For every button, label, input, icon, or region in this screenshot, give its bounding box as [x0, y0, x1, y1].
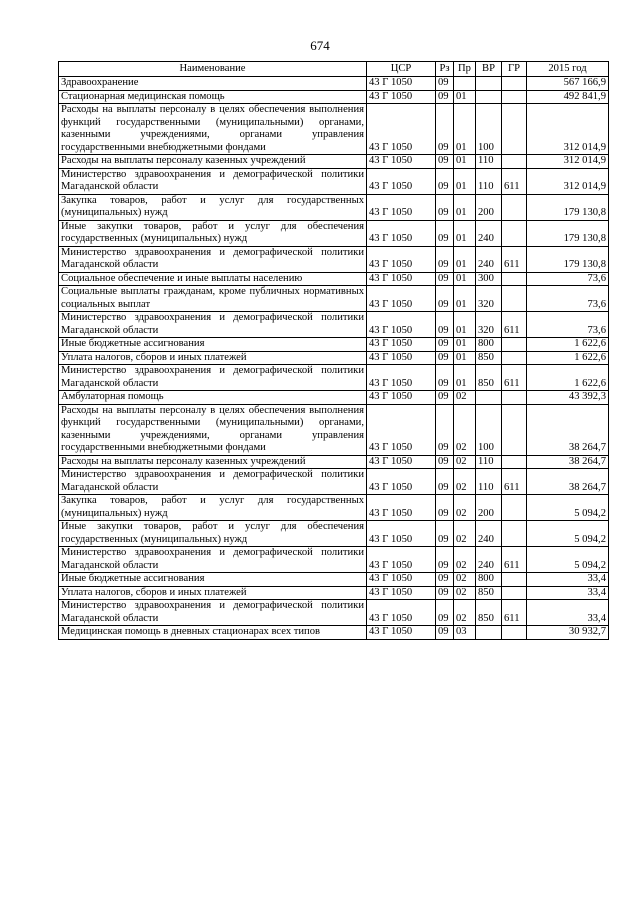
- cell-vr: 110: [476, 469, 502, 495]
- cell-csr: 43 Г 1050: [367, 521, 436, 547]
- cell-name: Закупка товаров, работ и услуг для государственных (муниципальных) нужд: [59, 194, 367, 220]
- table-row: [59, 168, 609, 194]
- cell-name: Министерство здравоохранения и демографической политики Магаданской области: [59, 469, 367, 495]
- cell-vr: 850: [476, 351, 502, 365]
- cell-name: Социальные выплаты гражданам, кроме публичных нормативных социальных выплат: [59, 286, 367, 312]
- cell-vr: 240: [476, 246, 502, 272]
- cell-pr: 01: [454, 104, 476, 155]
- cell-vr: 800: [476, 573, 502, 587]
- cell-pr: 01: [454, 220, 476, 246]
- cell-pr: 02: [454, 455, 476, 469]
- table-row: [59, 338, 609, 352]
- cell-csr: 43 Г 1050: [367, 168, 436, 194]
- cell-amount: 73,6: [527, 272, 609, 286]
- cell-pr: 01: [454, 365, 476, 391]
- table-row: [59, 365, 609, 391]
- cell-vr: [476, 391, 502, 405]
- table-row: [59, 521, 609, 547]
- cell-rz: 09: [436, 77, 454, 91]
- cell-gr: [502, 194, 527, 220]
- cell-vr: [476, 626, 502, 640]
- cell-amount: 1 622,6: [527, 338, 609, 352]
- cell-pr: 01: [454, 286, 476, 312]
- cell-gr: 611: [502, 547, 527, 573]
- cell-name: Медицинская помощь в дневных стационарах всех типов: [59, 626, 367, 640]
- cell-csr: 43 Г 1050: [367, 365, 436, 391]
- cell-gr: [502, 351, 527, 365]
- cell-pr: 02: [454, 404, 476, 455]
- cell-name: Министерство здравоохранения и демографической политики Магаданской области: [59, 365, 367, 391]
- table-row: [59, 351, 609, 365]
- cell-csr: 43 Г 1050: [367, 391, 436, 405]
- cell-vr: 100: [476, 104, 502, 155]
- cell-vr: 100: [476, 404, 502, 455]
- page-number: 674: [310, 38, 330, 53]
- cell-rz: 09: [436, 455, 454, 469]
- cell-vr: 240: [476, 521, 502, 547]
- header-rz: Рз: [436, 62, 454, 77]
- cell-csr: 43 Г 1050: [367, 286, 436, 312]
- cell-csr: 43 Г 1050: [367, 495, 436, 521]
- cell-pr: 01: [454, 194, 476, 220]
- cell-pr: 01: [454, 246, 476, 272]
- cell-gr: [502, 586, 527, 600]
- cell-gr: [502, 272, 527, 286]
- budget-table: [58, 61, 609, 640]
- cell-rz: 09: [436, 404, 454, 455]
- cell-name: Здравоохранение: [59, 77, 367, 91]
- cell-csr: 43 Г 1050: [367, 90, 436, 104]
- table-row: [59, 626, 609, 640]
- cell-rz: 09: [436, 626, 454, 640]
- cell-csr: 43 Г 1050: [367, 338, 436, 352]
- cell-gr: [502, 521, 527, 547]
- cell-vr: 200: [476, 194, 502, 220]
- cell-gr: [502, 455, 527, 469]
- table-row: [59, 220, 609, 246]
- cell-gr: 611: [502, 469, 527, 495]
- cell-rz: 09: [436, 220, 454, 246]
- table-row: [59, 155, 609, 169]
- cell-gr: 611: [502, 365, 527, 391]
- cell-amount: 492 841,9: [527, 90, 609, 104]
- table-row: [59, 573, 609, 587]
- header-name: Наименование: [59, 62, 367, 77]
- cell-name: Социальное обеспечение и иные выплаты населению: [59, 272, 367, 286]
- header-vr: ВР: [476, 62, 502, 77]
- cell-pr: 02: [454, 547, 476, 573]
- cell-vr: 110: [476, 168, 502, 194]
- header-csr: ЦСР: [367, 62, 436, 77]
- cell-vr: 110: [476, 155, 502, 169]
- cell-rz: 09: [436, 312, 454, 338]
- cell-csr: 43 Г 1050: [367, 600, 436, 626]
- cell-csr: 43 Г 1050: [367, 155, 436, 169]
- cell-amount: 312 014,9: [527, 168, 609, 194]
- cell-amount: 1 622,6: [527, 365, 609, 391]
- cell-gr: 611: [502, 600, 527, 626]
- cell-vr: 240: [476, 547, 502, 573]
- cell-amount: 73,6: [527, 312, 609, 338]
- cell-amount: 38 264,7: [527, 404, 609, 455]
- cell-pr: 01: [454, 351, 476, 365]
- cell-gr: [502, 90, 527, 104]
- cell-csr: 43 Г 1050: [367, 220, 436, 246]
- cell-amount: 38 264,7: [527, 469, 609, 495]
- cell-name: Расходы на выплаты персоналу казенных учреждений: [59, 155, 367, 169]
- cell-pr: 02: [454, 469, 476, 495]
- cell-vr: 300: [476, 272, 502, 286]
- table-row: [59, 391, 609, 405]
- cell-rz: 09: [436, 90, 454, 104]
- cell-rz: 09: [436, 351, 454, 365]
- cell-gr: 611: [502, 312, 527, 338]
- cell-gr: [502, 220, 527, 246]
- cell-pr: 01: [454, 155, 476, 169]
- cell-vr: [476, 90, 502, 104]
- table-header: [59, 62, 609, 77]
- cell-rz: 09: [436, 272, 454, 286]
- cell-gr: [502, 286, 527, 312]
- cell-vr: [476, 77, 502, 91]
- cell-vr: 320: [476, 286, 502, 312]
- cell-vr: 200: [476, 495, 502, 521]
- cell-gr: [502, 104, 527, 155]
- table-row: [59, 312, 609, 338]
- cell-name: Расходы на выплаты персоналу казенных учреждений: [59, 455, 367, 469]
- cell-rz: 09: [436, 521, 454, 547]
- cell-csr: 43 Г 1050: [367, 77, 436, 91]
- cell-rz: 09: [436, 469, 454, 495]
- cell-pr: 01: [454, 168, 476, 194]
- cell-pr: [454, 77, 476, 91]
- cell-name: Министерство здравоохранения и демографической политики Магаданской области: [59, 312, 367, 338]
- cell-rz: 09: [436, 495, 454, 521]
- cell-gr: 611: [502, 246, 527, 272]
- cell-rz: 09: [436, 547, 454, 573]
- cell-vr: 850: [476, 365, 502, 391]
- cell-pr: 02: [454, 586, 476, 600]
- table-row: [59, 272, 609, 286]
- cell-name: Министерство здравоохранения и демографической политики Магаданской области: [59, 600, 367, 626]
- cell-name: Министерство здравоохранения и демографической политики Магаданской области: [59, 246, 367, 272]
- cell-pr: 03: [454, 626, 476, 640]
- cell-csr: 43 Г 1050: [367, 455, 436, 469]
- table-row: [59, 77, 609, 91]
- cell-rz: 09: [436, 391, 454, 405]
- cell-pr: 02: [454, 495, 476, 521]
- table-row: [59, 455, 609, 469]
- cell-csr: 43 Г 1050: [367, 194, 436, 220]
- cell-csr: 43 Г 1050: [367, 246, 436, 272]
- header-pr: Пр: [454, 62, 476, 77]
- cell-name: Иные бюджетные ассигнования: [59, 573, 367, 587]
- cell-rz: 09: [436, 194, 454, 220]
- cell-csr: 43 Г 1050: [367, 469, 436, 495]
- table-row: [59, 104, 609, 155]
- cell-csr: 43 Г 1050: [367, 104, 436, 155]
- cell-name: Министерство здравоохранения и демографической политики Магаданской области: [59, 168, 367, 194]
- cell-amount: 38 264,7: [527, 455, 609, 469]
- table-row: [59, 404, 609, 455]
- cell-rz: 09: [436, 573, 454, 587]
- cell-name: Закупка товаров, работ и услуг для государственных (муниципальных) нужд: [59, 495, 367, 521]
- cell-amount: 73,6: [527, 286, 609, 312]
- cell-gr: [502, 155, 527, 169]
- cell-gr: [502, 495, 527, 521]
- cell-name: Расходы на выплаты персоналу в целях обеспечения выполнения функций государственными (муниципальными) органами, казенными учреждениями, органами управления государственными внебюджетными фондами: [59, 404, 367, 455]
- cell-gr: [502, 338, 527, 352]
- cell-vr: 320: [476, 312, 502, 338]
- cell-vr: 240: [476, 220, 502, 246]
- cell-name: Министерство здравоохранения и демографической политики Магаданской области: [59, 547, 367, 573]
- cell-pr: 02: [454, 600, 476, 626]
- cell-pr: 01: [454, 312, 476, 338]
- cell-csr: 43 Г 1050: [367, 312, 436, 338]
- cell-amount: 179 130,8: [527, 246, 609, 272]
- cell-gr: 611: [502, 168, 527, 194]
- cell-name: Уплата налогов, сборов и иных платежей: [59, 351, 367, 365]
- table-row: [59, 286, 609, 312]
- cell-vr: 110: [476, 455, 502, 469]
- table-row: [59, 246, 609, 272]
- cell-amount: 5 094,2: [527, 547, 609, 573]
- cell-csr: 43 Г 1050: [367, 586, 436, 600]
- cell-vr: 850: [476, 600, 502, 626]
- cell-name: Иные бюджетные ассигнования: [59, 338, 367, 352]
- cell-name: Расходы на выплаты персоналу в целях обеспечения выполнения функций государственными (муниципальными) органами, казенными учреждениями, органами управления государственными внебюджетными фондами: [59, 104, 367, 155]
- cell-amount: 312 014,9: [527, 104, 609, 155]
- cell-pr: 02: [454, 521, 476, 547]
- cell-gr: [502, 391, 527, 405]
- cell-amount: 30 932,7: [527, 626, 609, 640]
- table-body: [59, 77, 609, 640]
- cell-csr: 43 Г 1050: [367, 626, 436, 640]
- cell-rz: 09: [436, 586, 454, 600]
- cell-amount: 33,4: [527, 600, 609, 626]
- cell-rz: 09: [436, 286, 454, 312]
- cell-rz: 09: [436, 168, 454, 194]
- cell-rz: 09: [436, 104, 454, 155]
- cell-amount: 179 130,8: [527, 194, 609, 220]
- cell-rz: 09: [436, 155, 454, 169]
- cell-name: Иные закупки товаров, работ и услуг для обеспечения государственных (муниципальных) нужд: [59, 521, 367, 547]
- header-gr: ГР: [502, 62, 527, 77]
- cell-pr: 01: [454, 338, 476, 352]
- cell-gr: [502, 573, 527, 587]
- cell-rz: 09: [436, 365, 454, 391]
- cell-amount: 5 094,2: [527, 521, 609, 547]
- header-row: [59, 62, 609, 77]
- table-row: [59, 194, 609, 220]
- cell-rz: 09: [436, 246, 454, 272]
- cell-amount: 33,4: [527, 573, 609, 587]
- cell-csr: 43 Г 1050: [367, 272, 436, 286]
- cell-rz: 09: [436, 338, 454, 352]
- cell-pr: 01: [454, 90, 476, 104]
- cell-vr: 800: [476, 338, 502, 352]
- cell-csr: 43 Г 1050: [367, 547, 436, 573]
- cell-gr: [502, 626, 527, 640]
- cell-name: Амбулаторная помощь: [59, 391, 367, 405]
- table-row: [59, 586, 609, 600]
- cell-rz: 09: [436, 600, 454, 626]
- cell-csr: 43 Г 1050: [367, 351, 436, 365]
- cell-pr: 01: [454, 272, 476, 286]
- cell-csr: 43 Г 1050: [367, 573, 436, 587]
- cell-name: Уплата налогов, сборов и иных платежей: [59, 586, 367, 600]
- cell-name: Стационарная медицинская помощь: [59, 90, 367, 104]
- cell-pr: 02: [454, 391, 476, 405]
- cell-csr: 43 Г 1050: [367, 404, 436, 455]
- cell-name: Иные закупки товаров, работ и услуг для обеспечения государственных (муниципальных) нужд: [59, 220, 367, 246]
- cell-amount: 567 166,9: [527, 77, 609, 91]
- cell-vr: 850: [476, 586, 502, 600]
- cell-amount: 179 130,8: [527, 220, 609, 246]
- table-row: [59, 547, 609, 573]
- cell-amount: 312 014,9: [527, 155, 609, 169]
- cell-gr: [502, 404, 527, 455]
- table-row: [59, 90, 609, 104]
- table-row: [59, 495, 609, 521]
- table-row: [59, 469, 609, 495]
- cell-gr: [502, 77, 527, 91]
- cell-amount: 33,4: [527, 586, 609, 600]
- cell-pr: 02: [454, 573, 476, 587]
- cell-amount: 43 392,3: [527, 391, 609, 405]
- cell-amount: 1 622,6: [527, 351, 609, 365]
- header-year: 2015 год: [527, 62, 609, 77]
- cell-amount: 5 094,2: [527, 495, 609, 521]
- table-row: [59, 600, 609, 626]
